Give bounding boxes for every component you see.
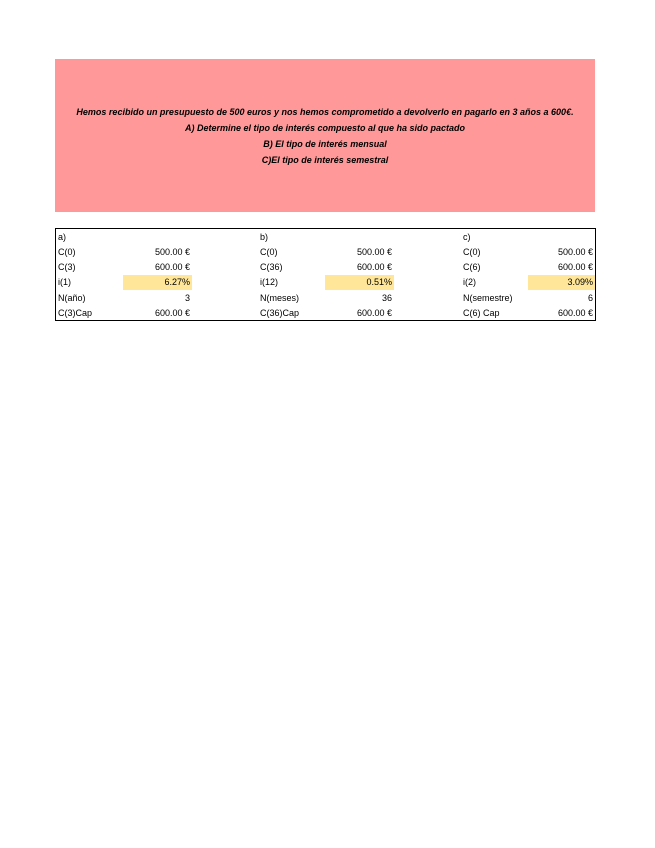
row-label: N(semestre) [463,293,513,303]
results-table [55,228,596,321]
row-value: 600.00 € [154,262,190,272]
row-value: 600.00 € [154,308,190,318]
problem-statement [55,59,595,212]
row-label: C(0) [58,247,76,257]
rate-value-highlighted: 6.27% [123,275,192,290]
problem-line-1: Hemos recibido un presupuesto de 500 euros y nos hemos comprometido a devolverlo en pagarlo en 3 años a 600€. [76,106,574,117]
row-label: i(12) [260,277,279,287]
section-c [461,229,597,320]
row-value: 600.00 € [557,308,593,318]
row-label: C(3)Cap [58,308,93,318]
section-a [56,229,192,320]
row-label: C(0) [260,247,278,257]
row-label: C(3) [58,262,76,272]
row-label: i(2) [463,277,476,287]
section-b-title: b) [260,232,269,242]
row-label: C(36)Cap [260,308,300,318]
row-value: 600.00 € [356,262,392,272]
rate-value-highlighted: 0.51% [325,275,394,290]
row-value: 500.00 € [356,247,392,257]
row-value: 500.00 € [154,247,190,257]
section-c-title: c) [463,232,471,242]
row-label: N(meses) [260,293,300,303]
row-label: N(año) [58,293,86,303]
row-label: C(6) [463,262,481,272]
rate-value-highlighted: 3.09% [528,275,595,290]
problem-line-3: B) El tipo de interés mensual [263,138,387,149]
problem-line-4: C)El tipo de interés semestral [261,154,389,165]
row-label: C(0) [463,247,481,257]
row-value: 600.00 € [356,308,392,318]
row-value: 600.00 € [557,262,593,272]
problem-line-2: A) Determine el tipo de interés compuesto al que ha sido pactado [184,122,466,133]
section-a-title: a) [58,232,67,242]
row-label: C(6) Cap [463,308,500,318]
row-label: C(36) [260,262,283,272]
section-b [258,229,394,320]
row-value: 3 [184,293,190,303]
row-value: 6 [587,293,593,303]
row-value: 36 [381,293,392,303]
row-value: 500.00 € [557,247,593,257]
row-label: i(1) [58,277,71,287]
